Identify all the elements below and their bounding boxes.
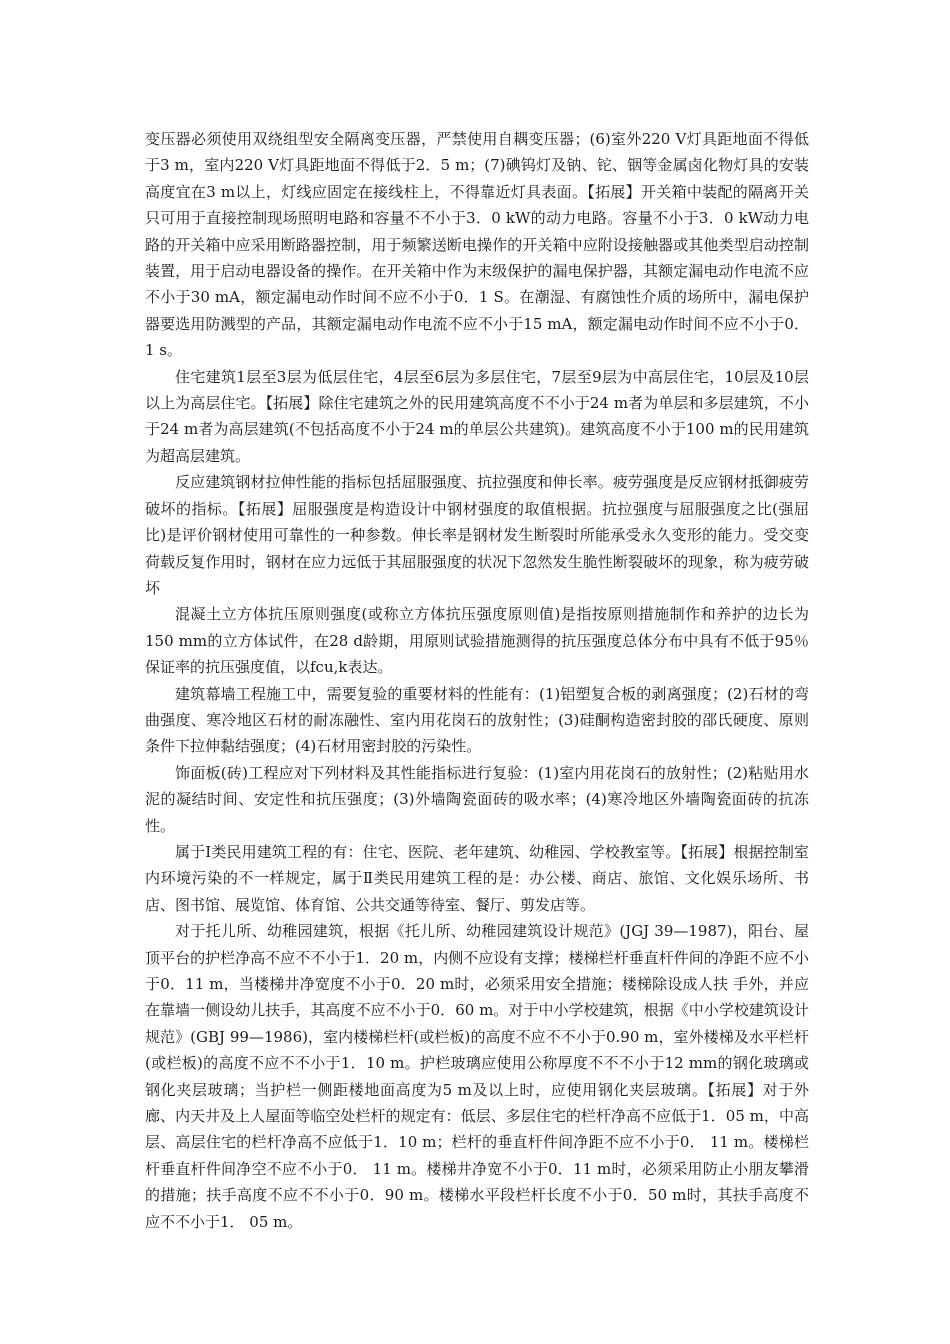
paragraph-5: 建筑幕墙工程施工中，需要复验的重要材料的性能有：(1)铝塑复合板的剥离强度；(2)石材的弯曲强度、寒冷地区石材的耐冻融性、室内用花岗石的放射性；(3)硅酮构造密封胶的邵氏硬度、原则条件下拉伸黏结强度；(4)石材用密封胶的污染性。	[145, 684, 809, 756]
paragraph-1: 变压器必须使用双绕组型安全隔离变压器，严禁使用自耦变压器；(6)室外220 V灯具距地面不得低于3 m，室内220 V灯具距地面不得低于2．5 m；(7)碘钨灯及钠、铊、铟等金属卤化物灯具的安装高度宜在3 m以上，灯线应固定在接线柱上，不得靠近灯具表面。【拓展】开关箱中装配的隔离开关只可用于直接控制现场照明电路和容量不不小于3．0 kW的动力电路。容量不小于3．0 kW动力电路的开关箱中应采用断路器控制，用于频繁送断电操作的开关箱中应附设接触器或其他类型启动控制装置，用于启动电器设备的操作。在开关箱中作为末级保护的漏电保护器，其额定漏电动作电流不应不小于30 mA，额定漏电动作时间不应不小于0．1 S。在潮湿、有腐蚀性介质的场所中，漏电保护器要选用防溅型的产品，其额定漏电动作电流不应不小于15 mA，额定漏电动作时间不应不小于0．1 s。	[145, 130, 809, 360]
document-body	[145, 126, 809, 1235]
paragraph-7: 属于Ⅰ类民用建筑工程的有：住宅、医院、老年建筑、幼稚园、学校教室等。【拓展】根据控制室内环境污染的不一样规定，属于Ⅱ类民用建筑工程的是：办公楼、商店、旅馆、文化娱乐场所、书店、图书馆、展览馆、体育馆、公共交通等待室、餐厅、剪发店等。	[145, 842, 809, 914]
paragraph-6: 饰面板(砖)工程应对下列材料及其性能指标进行复验：(1)室内用花岗石的放射性；(2)粘贴用水泥的凝结时间、安定性和抗压强度；(3)外墙陶瓷面砖的吸水率；(4)寒冷地区外墙陶瓷面砖的抗冻性。	[145, 763, 809, 835]
paragraph-3: 反应建筑钢材拉伸性能的指标包括屈服强度、抗拉强度和伸长率。疲劳强度是反应钢材抵御疲劳破坏的指标。【拓展】屈服强度是构造设计中钢材强度的取值根据。抗拉强度与屈服强度之比(强屈比)是评价钢材使用可靠性的一种参数。伸长率是钢材发生断裂时所能承受永久变形的能力。受交变荷载反复作用时，钢材在应力远低于其屈服强度的状况下忽然发生脆性断裂破坏的现象，称为疲劳破坏	[145, 473, 809, 597]
paragraph-4: 混凝土立方体抗压原则强度(或称立方体抗压强度原则值)是指按原则措施制作和养护的边长为150 mm的立方体试件，在28 d龄期，用原则试验措施测得的抗压强度总体分布中具有不低于95％保证率的抗压强度值，以fcu,k表达。	[145, 605, 809, 677]
paragraph-2: 住宅建筑1层至3层为低层住宅，4层至6层为多层住宅，7层至9层为中高层住宅，10层及10层以上为高层住宅。【拓展】除住宅建筑之外的民用建筑高度不不小于24 m者为单层和多层建筑，不小于24 m者为高层建筑(不包括高度不小于24 m的单层公共建筑)。建筑高度不小于100 m的民用建筑为超高层建筑。	[145, 367, 809, 465]
paragraph-8: 对于托儿所、幼稚园建筑，根据《托儿所、幼稚园建筑设计规范》(JGJ 39—1987)，阳台、屋顶平台的护栏净高不应不不小于1．20 m，内侧不应设有支撑；楼梯栏杆垂直杆件间的净距不应不小于0．11 m，当楼梯井净宽度不小于0．20 m时，必须采用安全措施；楼梯除设成人扶 手外，并应在靠墙一侧设幼儿扶手，其高度不应不小于0．60 m。对于中小学校建筑，根据《中小学校建筑设计规范》(GBJ 99—1986)，室内楼梯栏杆(或栏板)的高度不应不不小于0.90 m，室外楼梯及水平栏杆(或栏板)的高度不应不不小于1．10 m。护栏玻璃应使用公称厚度不不不小于12 mm的钢化玻璃或钢化夹层玻璃；当护栏一侧距楼地面高度为5 m及以上时，应使用钢化夹层玻璃。【拓展】对于外廊、内天井及上人屋面等临空处栏杆的规定有：低层、多层住宅的栏杆净高不应低于1．05 m，中高层、高层住宅的栏杆净高不应低于1．10 m；栏杆的垂直杆件间净距不应不小于0． 11 m。楼梯栏杆垂直杆件间净空不应不小于0． 11 m。楼梯井净宽不小于0．11 m时，必须采用防止小朋友攀滑的措施；扶手高度不应不不小于0．90 m。楼梯水平段栏杆长度不小于0．50 m时，其扶手高度不应不不小于1． 05 m。	[145, 922, 809, 1231]
